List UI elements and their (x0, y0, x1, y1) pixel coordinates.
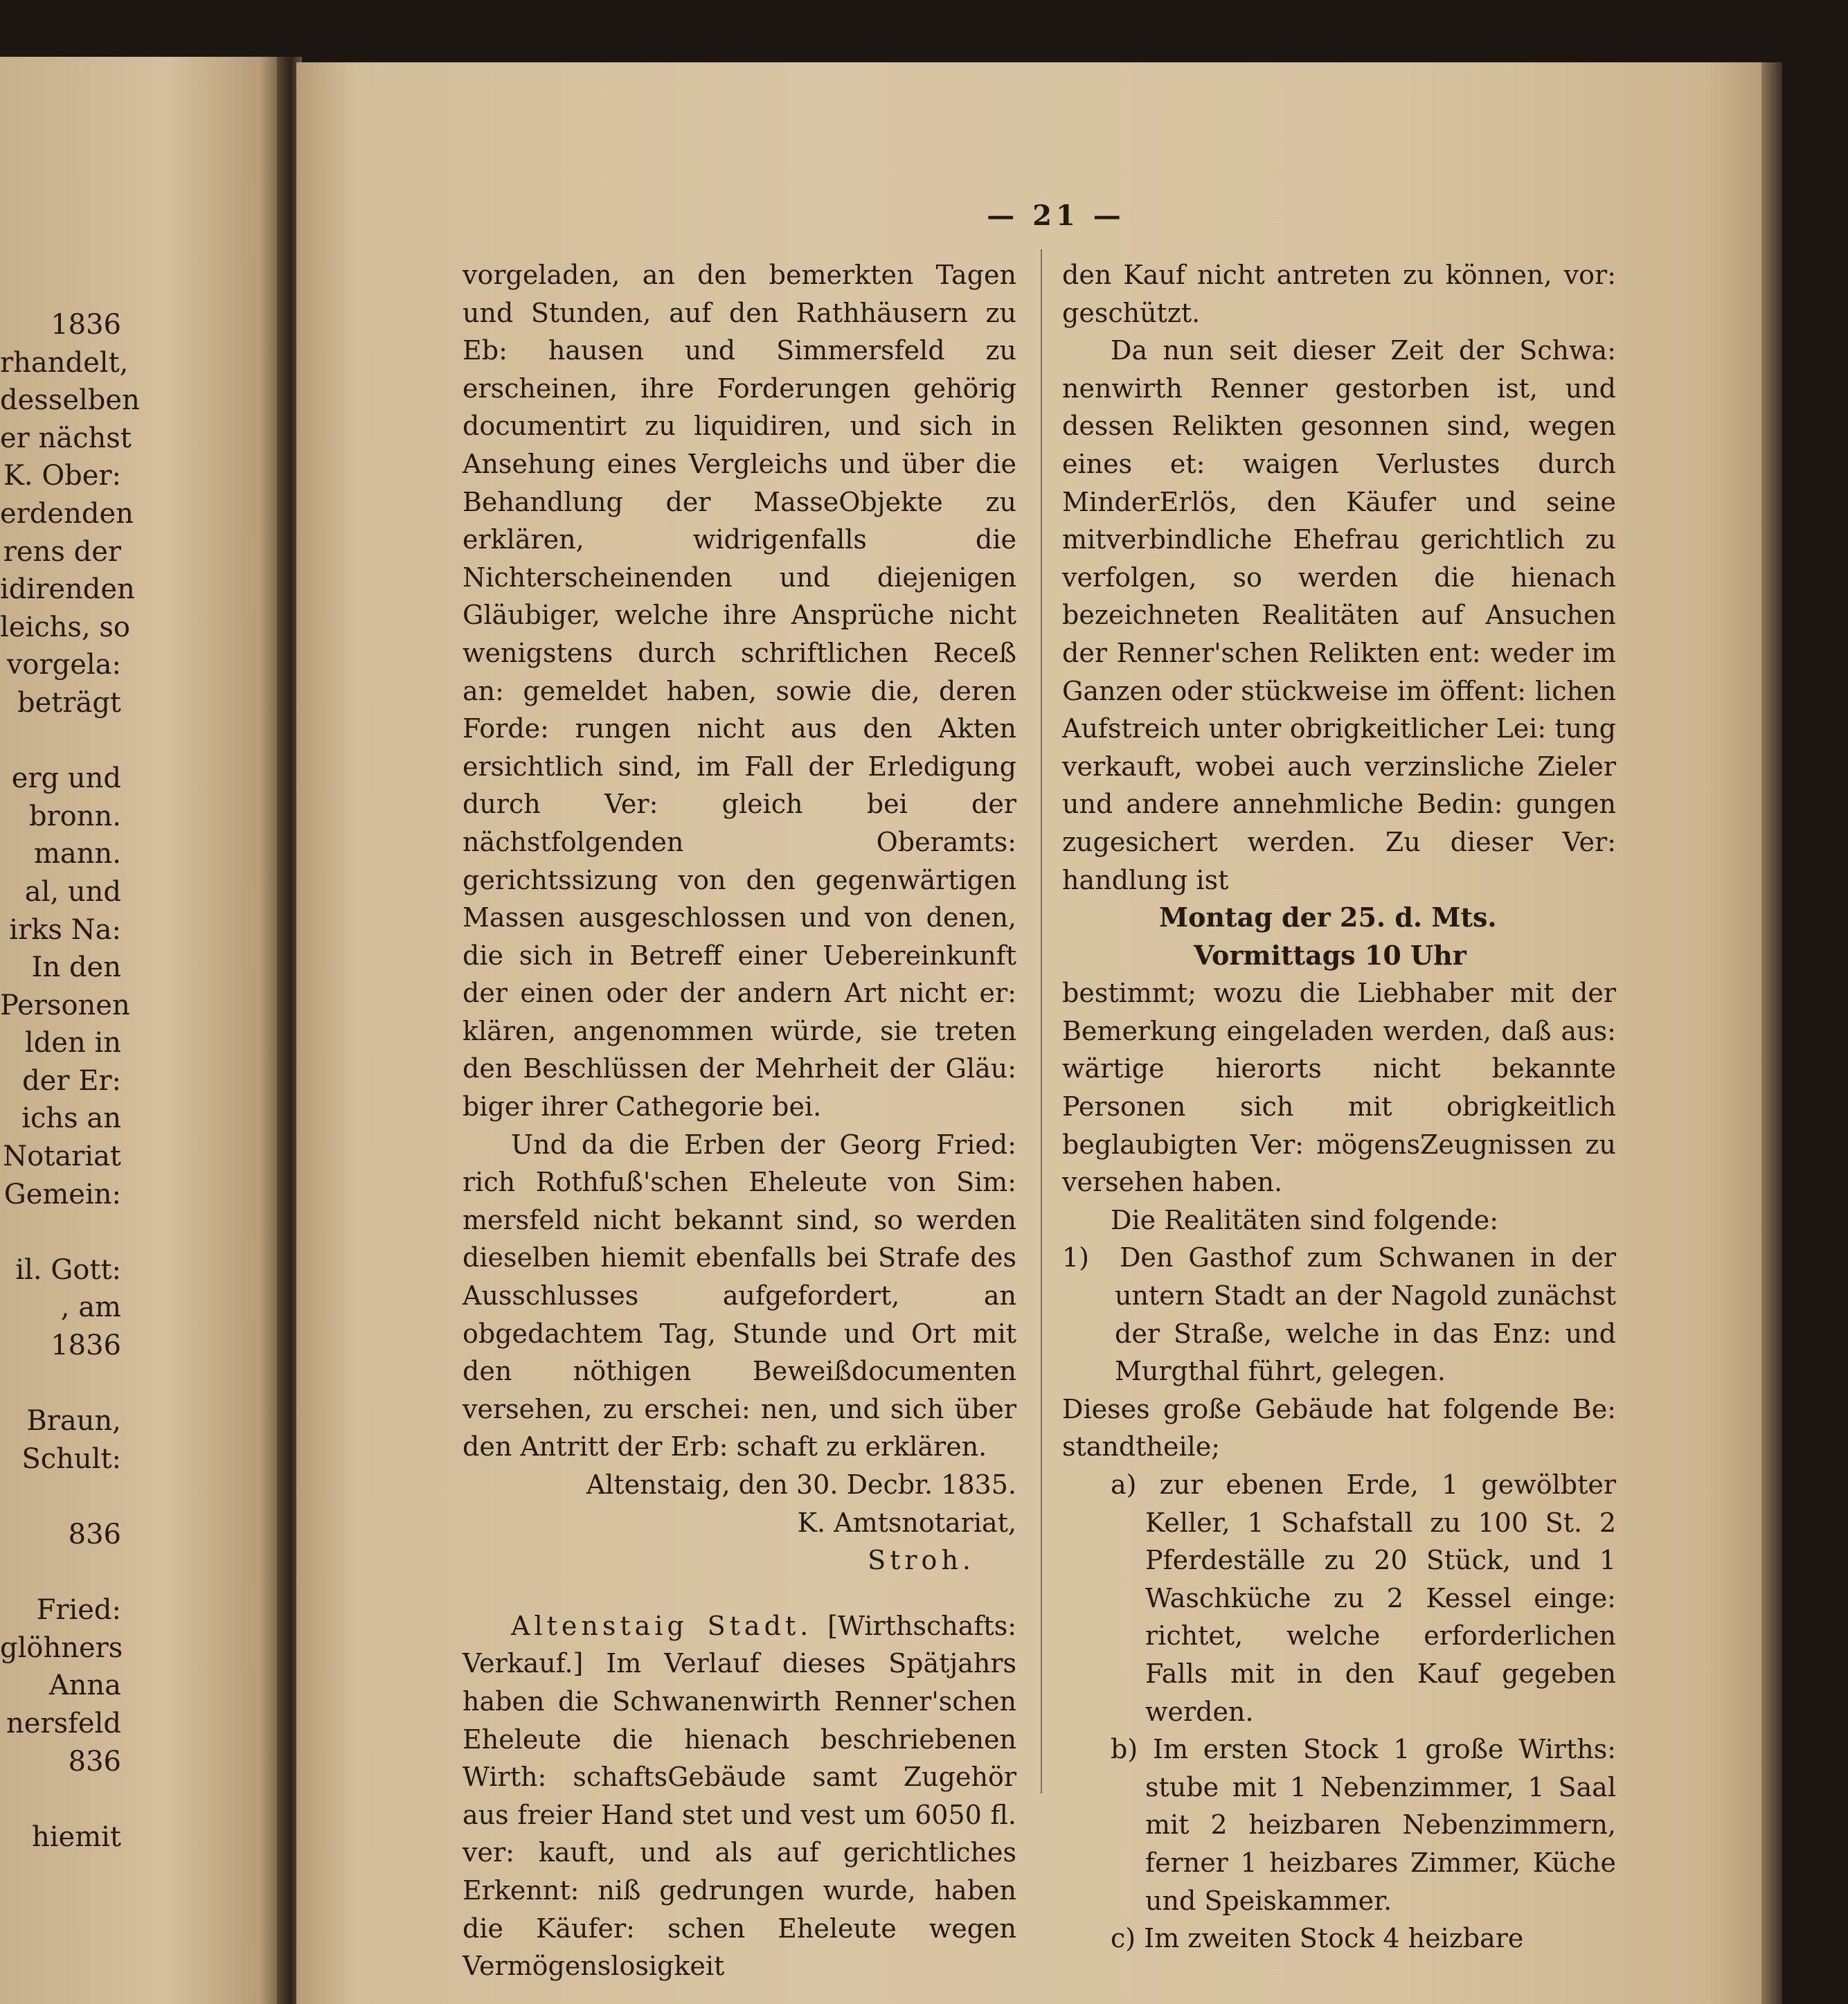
fragment-line: 836 (68, 1745, 121, 1778)
fragment-line: der Er: (22, 1064, 121, 1097)
heirs-paragraph: Und da die Erben der Georg Fried: rich Rothfuß'schen Eheleute von Sim: mersfeld nicht bekannt sind, so werden dieselben hiemit ebenfalls bei Strafe des Ausschlusses aufgefordert, an obgedachtem Tag, Stunde und Ort mit den nöthigen Beweißdocumenten versehen, zu erschei: nen, und sich über den Antritt der Erb: schaft zu erklären. (463, 1129, 1016, 1462)
fragment-line: lden in (24, 1027, 121, 1059)
fragment-line: mann. (33, 838, 121, 870)
fragment-line: glöhners (0, 1631, 123, 1664)
signature: Stroh. (868, 1545, 975, 1576)
previous-page-text-fragments (0, 306, 140, 1856)
sale-notice (463, 1607, 1016, 1985)
fragment-line: rhandelt, (0, 346, 129, 379)
notice-heading: Altenstaig Stadt. (511, 1610, 813, 1641)
fragment-line: 1836 (51, 1330, 121, 1362)
relicts-paragraph: Da nun seit dieser Zeit der Schwa: nenwirth Renner gestorben ist, und dessen Relikten gesonnen sind, wegen eines et: waigen Verlustes durch MinderErlös, den Käufer und seine mitverbindliche Ehefrau gerichtlich zu verfolgen, so werden die hienach bezeichneten Realitäten auf Ansuchen der Renner'schen Relikten ent: weder im Ganzen oder stückweise im öffent: lichen Aufstreich unter obrigkeitlicher Lei: tung verkauft, wobei auch verzinsliche Zieler und andere annehmliche Bedin: gungen zugesichert werden. Zu dieser Ver: handlung ist (1062, 335, 1616, 895)
fragment-line: irks Na: (9, 913, 121, 946)
bidders-paragraph: bestimmt; wozu die Liebhaber mit der Bemerkung eingeladen werden, daß aus: wärtige hierorts nicht bekannte Personen sich mit obrigkeitlich beglaubigten Ver: mögensZeugnissen zu versehen haben. (1062, 978, 1616, 1198)
fragment-line: beträgt (17, 686, 121, 719)
building-parts-intro: Dieses große Gebäude hat folgende Be: standtheile; (1062, 1393, 1616, 1462)
fragment-line (0, 1213, 121, 1251)
fragment-line: Notariat (3, 1140, 121, 1173)
fragment-line: al, und (24, 875, 121, 908)
fragment-line: il. Gott: (15, 1253, 121, 1286)
fragment-line: Schult: (21, 1442, 121, 1475)
issuing-office: K. Amtsnotariat, (797, 1507, 1016, 1538)
fragment-line: Fried: (36, 1594, 121, 1627)
continuation-paragraph: den Kauf nicht antreten zu können, vor: geschützt. (1062, 260, 1616, 328)
building-part-c: c) Im zweiten Stock 4 heizbare (1111, 1923, 1524, 1954)
property-item-1 (1062, 1239, 1616, 1390)
fragment-line: nersfeld (6, 1707, 121, 1739)
fragment-line (0, 1478, 121, 1516)
sale-date: Montag der 25. d. Mts. (1159, 902, 1497, 933)
sale-time: Vormittags 10 Uhr (1194, 939, 1466, 971)
summons-paragraph: vorgeladen, an den bemerkten Tagen und Stunden, auf den Rathhäusern zu Eb: hausen und Simmersfeld zu erscheinen, ihre Forderungen gehörig documentirt zu liquidiren, und sich in Ansehung eines Vergleichs und über die Behandlung der MasseObjekte zu erklären, widrigenfalls die Nichterscheinenden und diejenigen Gläubiger, welche ihre Ansprüche nicht wenigstens durch schriftlichen Receß an: gemeldet haben, sowie die, deren Forde: rungen nicht aus den Akten ersichtlich sind, im Fall der Erledigung durch Ver: gleich bei der nächstfolgenden Oberamts: gerichtssizung von den gegenwärtigen Massen ausgeschlossen und von denen, die sich in Betreff einer Uebereinkunft der einen oder der andern Art nicht er: klären, angenommen würde, sie treten den Beschlüssen der Mehrheit der Gläu: biger ihrer Cathegorie bei. (463, 260, 1016, 1122)
item-text: Den Gasthof zum Schwanen in der untern Stadt an der Nagold zunächst der Straße, welche in das Enz: und Murgthal führt, gelegen. (1115, 1242, 1616, 1387)
left-column (463, 256, 1016, 1985)
fragment-line: erdenden (0, 497, 134, 530)
fragment-line: , am (60, 1291, 121, 1324)
fragment-line: Personen (0, 989, 130, 1021)
fragment-line: 1836 (51, 309, 121, 341)
fragment-line: Gemein: (3, 1178, 121, 1210)
building-part-b: b) Im ersten Stock 1 große Wirths: stube mit 1 Nebenzimmer, 1 Saal mit 2 heizbaren Nebenzimmern, ferner 1 heizbares Zimmer, Küche und Speiskammer. (1111, 1734, 1616, 1916)
column-rule (1041, 249, 1042, 1793)
fragment-line: rens der (3, 535, 121, 568)
fragment-line: erg und (11, 762, 121, 795)
page-number: — 21 — (987, 199, 1125, 232)
fragment-line: Braun, (26, 1405, 121, 1438)
notice-text: [Wirthschafts: Verkauf.] Im Verlauf dieses Spätjahrs haben die Schwanenwirth Renner'schen Eheleute die hienach beschriebenen Wirth: schaftsGebäude samt Zugehör aus freier Hand stet und vest um 6050 fl. ver: kauft, und als auf gerichtliches Erkennt: niß gedrungen wurde, haben die Käufer: schen Eheleute wegen Vermögenslosigkeit (463, 1610, 1016, 1982)
fragment-line: hiemit (31, 1820, 121, 1853)
fragment-line: ichs an (21, 1102, 121, 1135)
fragment-line (0, 1365, 121, 1403)
right-column (1062, 256, 1616, 1958)
fragment-line (0, 1780, 121, 1818)
fragment-line: 836 (68, 1519, 121, 1550)
building-part-a: a) zur ebenen Erde, 1 gewölbter Keller, 1 Schafstall zu 100 St. 2 Pferdeställe zu 20 Stück, und 1 Waschküche zu 2 Kessel einge: richtet, welche erforderlichen Falls mit in den Kauf gegeben werden. (1111, 1469, 1616, 1727)
item-number: 1) (1062, 1242, 1090, 1273)
fragment-line: Anna (48, 1670, 121, 1702)
fragment-line: bronn. (28, 800, 121, 832)
fragment-line (0, 1554, 121, 1592)
fragment-line: leichs, so (0, 611, 130, 643)
fragment-line: er nächst (0, 422, 132, 454)
properties-intro: Die Realitäten sind folgende: (1111, 1204, 1499, 1235)
place-date-line: Altenstaig, den 30. Decbr. 1835. (586, 1469, 1016, 1500)
fragment-line: desselben (0, 384, 140, 417)
fragment-line: idirenden (0, 573, 135, 606)
fragment-line (0, 722, 121, 760)
fragment-line: vorgela: (6, 649, 121, 681)
fragment-line: K. Ober: (3, 460, 121, 492)
previous-page (0, 57, 282, 2004)
fragment-line: In den (31, 951, 121, 984)
